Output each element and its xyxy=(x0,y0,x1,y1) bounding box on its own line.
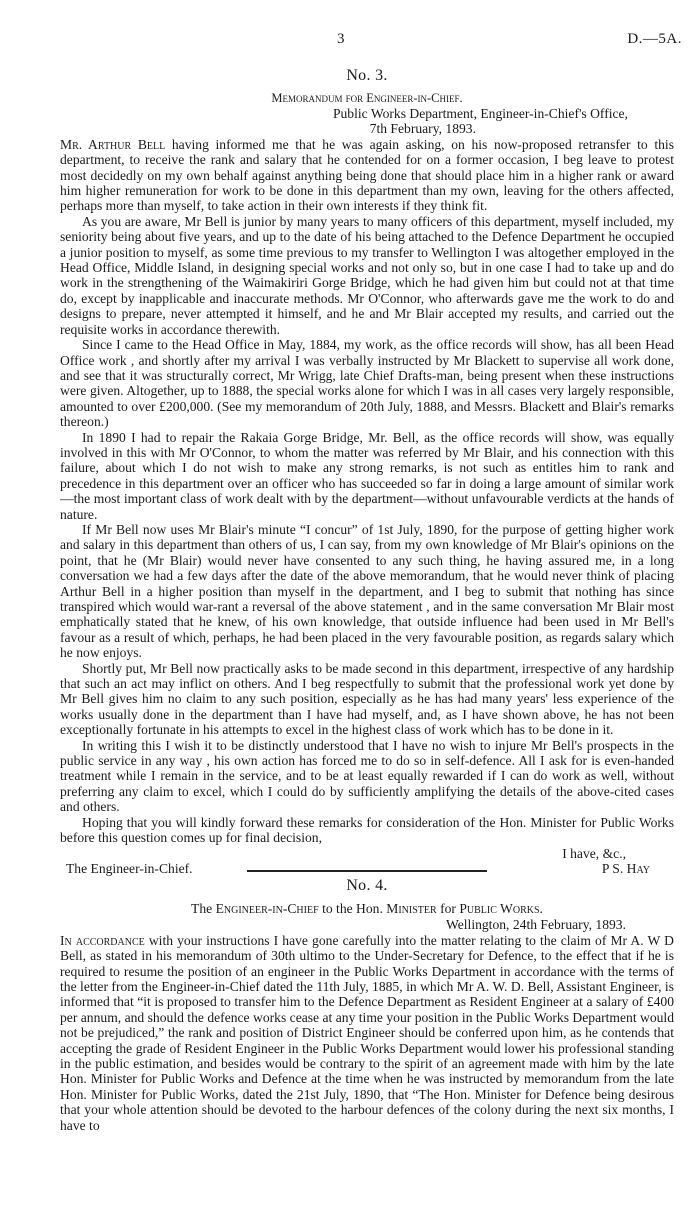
paragraph: As you are aware, Mr Bell is junior by many years to many officers of this department, myself included, my seniority being about five years, and up to the date of his being attached to the Defence Department he occupied a junior position to myself, as some time previous to my transfer to Wellington I was altogether employed in the Head Office, Middle Island, in designing special works and not only so, but in one case I had to take up and do work in the strengthening of the Waimakiriri Gorge Bridge, which he had given him but could not at that time do, except by inapplicable and inaccurate methods. Mr O'Connor, who afterwards gave me the work to do and designs to prepare, never attempted it himself, and he and Mr Blair accepted my results, and carried out the requisite works in accordance therewith. xyxy=(60,213,674,337)
memo-date: 7th February, 1893. xyxy=(369,121,476,137)
letter-title: The Engineer-in-Chief to the Hon. Minister for Public Works. xyxy=(191,901,543,917)
paragraph: Hoping that you will kindly forward these remarks for consideration of the Hon. Minister for Public Works before this question comes up for final decision, xyxy=(60,814,674,846)
page-number: 3 xyxy=(337,31,345,47)
memo-title: Memorandum for Engineer-in-Chief. xyxy=(271,91,463,105)
section-heading: No. 4. xyxy=(346,877,388,895)
running-header xyxy=(0,32,700,52)
document-body xyxy=(60,64,674,1133)
salutation-name: Mr. Arthur Bell xyxy=(60,136,166,152)
paragraph: Since I came to the Head Office in May, 1884, my work, as the office records will show, has all been Head Office work , and shortly after my arrival I was verbally instructed by Mr Blackett to supervise all work done, and see that it was structurally correct, Mr Wrigg, late Chief Drafts-man, being present when these instructions were given. Altogether, up to 1888, the special works alone for which I was in all cases very largely responsible, amounted to over £200,000. (See my memorandum of 20th July, 1888, and Messrs. Blackett and Blair's remarks thereon.) xyxy=(60,337,674,430)
memo-no-4 xyxy=(60,876,674,1133)
section-heading: No. 3. xyxy=(346,67,388,84)
paragraph: In writing this I wish it to be distinctly understood that I have no wish to injure Mr Bell's prospects in the public service in any way , his own action has forced me to do so in self-defence. All I ask for is even-handed treatment while I remain in the service, and to be at least equally rewarded if I can do work as well, without preferring any claim to excel, which I could do by sufficiently amplifying the details of the above-cited cases and others. xyxy=(60,737,674,815)
section-divider xyxy=(247,870,487,872)
document-reference: D.—5A. xyxy=(627,31,682,47)
signature: P S. Hay xyxy=(601,860,650,876)
paragraph: Mr. Arthur Bell having informed me that he was again asking, on his now-proposed retransfer to this department, to receive the rank and salary that he contended for on a former occasion, I beg leave to protest most decidedly on my own behalf against anything being done that should place him in a higher rank or award him higher remuneration for work to be done in this department than my own, leaving for the others affected, perhaps more than myself, to take action in their own interests if they think fit. xyxy=(60,136,674,214)
addressee: The Engineer-in-Chief. xyxy=(66,860,193,876)
paragraph: Shortly put, Mr Bell now practically asks to be made second in this department, irrespective of any hardship that such an act may inflict on others. And I beg respectfully to submit that the professional work yet done by Mr Bell gives him no claim to any such position, especially as he has had many years' less experience of the works usually done in the department than I have had myself, and, as I have shown above, he has not been exceptionally fortunate in his attempts to excel in the highest class of work which has to be done in it. xyxy=(60,660,674,738)
paragraph: If Mr Bell now uses Mr Blair's minute “I concur” of 1st July, 1890, for the purpose of getting higher work and salary in this department than others of us, I can say, from my own knowledge of Mr Blair's opinions on the point, that he (Mr Blair) would never have consented to any such thing, he having assured me, in a long conversation we had a few days after the date of the above memorandum, that he would never think of placing Arthur Bell in a higher position than myself in the department, and I beg to submit that nothing has since transpired which would war-rant a reversal of the above statement , and in the same conversation Mr Blair most emphatically stated that he knew, of his own knowledge, that outside influence had been used in Mr Bell's favour as a result of which, perhaps, he had been placed in the very favourable position, as regards salary which he now enjoys. xyxy=(60,521,674,661)
signature-line xyxy=(60,861,674,876)
memo-no-3 xyxy=(60,66,674,878)
letter-date: Wellington, 24th February, 1893. xyxy=(445,917,626,933)
lead-words: In accordance xyxy=(60,932,145,948)
closing-formula: I have, &c., xyxy=(562,845,626,861)
paragraph: In accordance with your instructions I have gone carefully into the matter relating to the claim of Mr A. W D Bell, as stated in his memorandum of 30th ultimo to the Under-Secretary for Defence, to the effect that if he is required to resume the position of an engineer in the Public Works Department in accordance with the terms of the letter from the Engineer-in-Chief dated the 11th July, 1885, in which Mr A. W. D. Bell, Assistant Engineer, is informed that “it is proposed to transfer him to the Defence Department as Resident Engineer at a salary of £400 per annum, and should the defence works cease at any time your position in the Public Works Department would not be prejudiced,” the rank and position of District Engineer should be conferred upon him, as he contends that accepting the grade of Resident Engineer in the Public Works Department would lower his professional standing in the public estimation, and besides would be contrary to the spirit of an agreement made with him by the late Hon. Minister for Public Works and Defence at the time when he was instructed by memorandum from the late Hon. Minister for Public Works, dated the 21st July, 1890, that “The Hon. Minister for Defence being desirous that your whole attention should be devoted to the harbour defences of the colony during the next six months, I have to xyxy=(60,932,674,1133)
memo-origin: Public Works Department, Engineer-in-Chief's Office, xyxy=(332,106,628,121)
paragraph: In 1890 I had to repair the Rakaia Gorge Bridge, Mr. Bell, as the office records will show, was equally involved in this with Mr O'Connor, to whom the matter was referred by Mr Blair, and his connection with this failure, about which I do not wish to make any strong remarks, is not such as entitles him to rank and precedence in this department over an officer who has succeeded so far in doing a large amount of similar work—the most important class of work dealt with by the department—without unfavourable verdicts at the hands of nature. xyxy=(60,429,674,522)
